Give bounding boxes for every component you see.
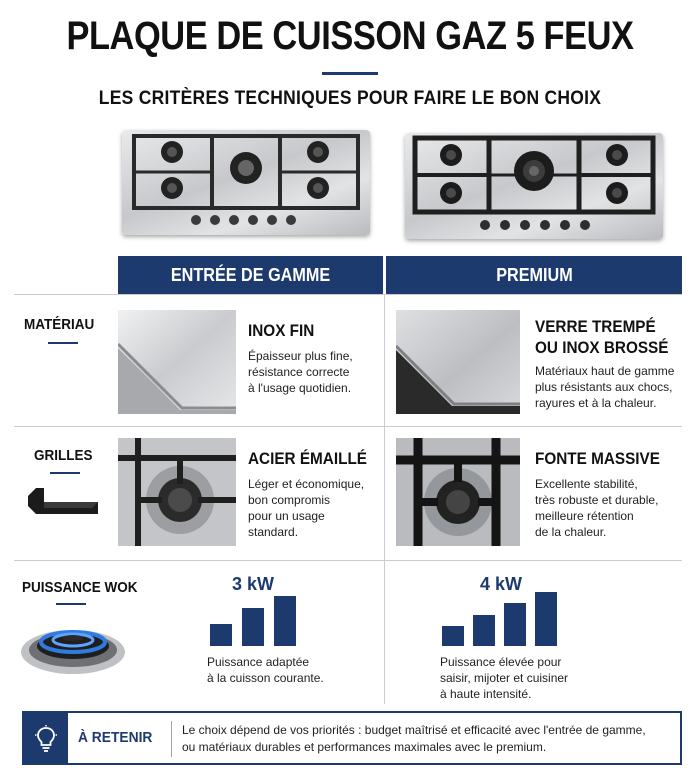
material-row-label: MATÉRIAU xyxy=(24,316,95,333)
footer-separator xyxy=(171,721,172,757)
footer-label: À RETENIR xyxy=(78,729,153,746)
entry-power-bars xyxy=(210,596,300,646)
power-bar xyxy=(473,615,495,646)
entry-grates-title: ACIER ÉMAILLÉ xyxy=(248,449,368,468)
premium-hob-image xyxy=(405,133,663,239)
power-bar xyxy=(535,592,557,646)
grate-bar-icon xyxy=(26,484,102,524)
power-bar xyxy=(210,624,232,646)
premium-column-header xyxy=(386,256,682,294)
premium-wok-power: 4 kW xyxy=(480,574,523,594)
page-title: PLAQUE DE CUISSON GAZ 5 FEUX xyxy=(66,14,634,58)
premium-column-label: PREMIUM xyxy=(495,264,573,285)
footer-text: Le choix dépend de vos priorités : budget maîtrisé et efficacité avec l'entrée de gamme, ou matériaux durables et performances maximales avec le premium. xyxy=(182,723,646,754)
page-subtitle: LES CRITÈRES TECHNIQUES POUR FAIRE LE BON CHOIX xyxy=(98,88,602,109)
wok-burner-flame-icon xyxy=(18,610,128,676)
premium-wok-desc: Puissance élevée pour saisir, mijoter et cuisiner à haute intensité. xyxy=(440,655,569,701)
grates-label-underline xyxy=(50,472,80,474)
column-divider xyxy=(384,294,385,704)
premium-material-desc: Matériaux haut de gamme plus résistants aux chocs, rayures et à la chaleur. xyxy=(535,364,675,410)
power-bar xyxy=(504,603,526,646)
premium-grates-desc: Excellente stabilité, très robuste et durable, meilleure rétention de la chaleur. xyxy=(535,477,659,539)
wok-row-label: PUISSANCE WOK xyxy=(22,579,138,596)
title-underline xyxy=(322,72,378,75)
power-bar xyxy=(442,626,464,646)
power-bar xyxy=(274,596,296,646)
power-bar xyxy=(242,608,264,646)
premium-material-title: VERRE TREMPÉ OU INOX BROSSÉ xyxy=(535,317,669,357)
cast-iron-grate-image xyxy=(396,438,520,546)
lightbulb-icon xyxy=(24,713,68,763)
entry-grates-desc: Léger et économique, bon compromis pour un usage standard. xyxy=(248,477,365,539)
entry-column-header xyxy=(118,256,383,294)
thin-steel-image xyxy=(118,310,236,414)
row-divider xyxy=(14,426,682,427)
enamel-steel-grate-image xyxy=(118,438,236,546)
tempered-glass-image xyxy=(396,310,520,414)
premium-power-bars xyxy=(442,592,558,646)
row-divider xyxy=(14,294,682,295)
entry-material-title: INOX FIN xyxy=(248,321,315,340)
row-divider xyxy=(14,560,682,561)
key-takeaway-box xyxy=(22,711,682,765)
entry-column-label: ENTRÉE DE GAMME xyxy=(170,264,331,285)
material-label-underline xyxy=(48,342,78,344)
premium-grates-title: FONTE MASSIVE xyxy=(535,449,660,468)
wok-label-underline xyxy=(56,603,86,605)
entry-wok-desc: Puissance adaptée à la cuisson courante. xyxy=(207,655,324,685)
entry-hob-image xyxy=(122,130,370,235)
grates-row-label: GRILLES xyxy=(34,447,93,464)
entry-wok-power: 3 kW xyxy=(232,574,275,594)
entry-material-desc: Épaisseur plus fine, résistance correcte à l'usage quotidien. xyxy=(248,349,353,395)
